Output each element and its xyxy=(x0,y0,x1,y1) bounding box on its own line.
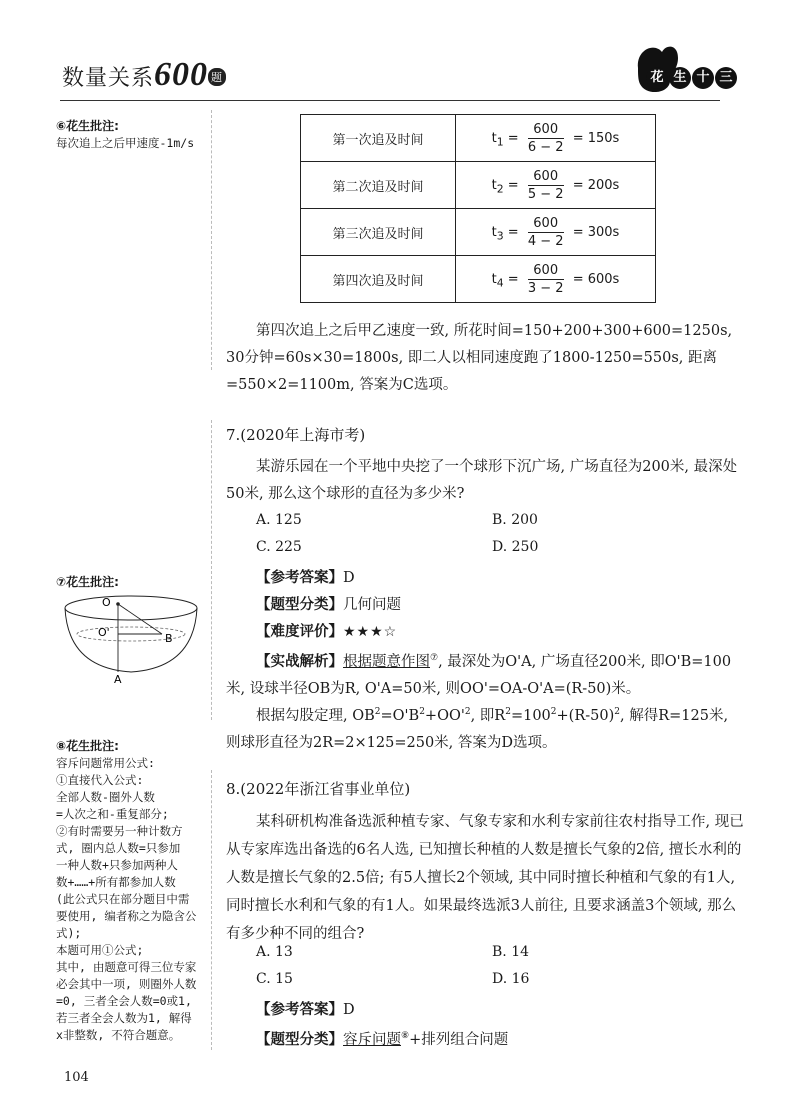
note-ref-7: ⑦ xyxy=(430,653,439,663)
q7-option-c: C. 225 xyxy=(256,539,302,555)
fraction-denominator: 5 − 2 xyxy=(527,186,564,202)
row-formula: $t_2$ = $\frac{600}{5 - 2}$ = 200s xyxy=(456,162,656,209)
table-row xyxy=(301,209,656,256)
analysis-tag: 【实战解析】 xyxy=(256,652,343,670)
logo-text xyxy=(646,66,738,89)
logo-char: 十 xyxy=(692,67,714,89)
fraction xyxy=(528,168,564,203)
formula-var: t xyxy=(491,130,497,146)
answer-value: D xyxy=(343,1002,355,1018)
type-tag: 【题型分类】 xyxy=(256,1030,343,1048)
q8-option-c: C. 15 xyxy=(256,971,293,987)
pyth-part: =100 xyxy=(510,707,551,724)
formula-result: = 200s xyxy=(572,177,620,193)
row-label: 第三次追及时间 xyxy=(301,209,456,256)
fraction-numerator: 600 xyxy=(528,168,564,186)
formula-sub: 1 xyxy=(496,135,504,149)
fraction-numerator: 600 xyxy=(528,121,564,139)
sup-2: 2 xyxy=(505,707,511,717)
formula-var: t xyxy=(491,224,497,240)
point-label-o: O xyxy=(102,596,111,609)
sphere-diagram xyxy=(56,592,206,684)
fraction-denominator: 4 − 2 xyxy=(527,233,564,249)
table-row xyxy=(301,256,656,303)
figure-reference: 根据题意作图 xyxy=(343,653,430,670)
note-text: 每次追上之后甲速度-1m/s xyxy=(56,136,195,150)
note-line: 本题可用①公式; xyxy=(56,943,144,957)
note-ref-8: ⑧ xyxy=(401,1031,410,1041)
page-number: 104 xyxy=(64,1070,89,1085)
pyth-part: +(R-50) xyxy=(556,707,615,724)
fraction-numerator: 600 xyxy=(528,215,564,233)
note-line: 要使用, 编者称之为隐含公 xyxy=(56,909,197,923)
question-8-number: 8.(2022年浙江省事业单位) xyxy=(226,780,411,798)
note-line: 式, 圈内总人数=只参加 xyxy=(56,841,181,855)
note-line: =0, 三者全会人数=0或1, xyxy=(56,994,192,1008)
note-heading: ⑥花生批注: xyxy=(56,119,119,133)
note-line: 容斥问题常用公式: xyxy=(56,756,155,770)
formula-result: = 150s xyxy=(572,130,620,146)
q8-type-line xyxy=(256,1023,746,1054)
sup-2: 2 xyxy=(464,707,471,717)
row-label: 第四次追及时间 xyxy=(301,256,456,303)
q7-option-a: A. 125 xyxy=(256,512,302,528)
q7-type-line xyxy=(256,591,746,619)
header-title xyxy=(62,56,226,94)
q8-option-a: A. 13 xyxy=(256,944,293,960)
note-line: 全部人数-圈外人数 xyxy=(56,790,155,804)
pyth-part: , 解得R=125米, 则球形直径为2R=2×125=250米, 答案为D选项。 xyxy=(226,707,729,751)
table-row xyxy=(301,115,656,162)
sidebar-note-8 xyxy=(56,738,216,1044)
sidebar-note-7 xyxy=(56,574,216,591)
pyth-part: =O'B xyxy=(380,707,420,724)
sup-2: 2 xyxy=(419,707,425,717)
difficulty-tag: 【难度评价】 xyxy=(256,623,343,640)
point-label-b: B xyxy=(165,632,173,645)
row-label: 第一次追及时间 xyxy=(301,115,456,162)
pyth-part: , 即R xyxy=(470,707,506,724)
type-value: 几何问题 xyxy=(343,597,401,613)
header-divider xyxy=(60,100,720,101)
note-line: 必会其中一项, 则圈外人数 xyxy=(56,977,197,991)
sup-2: 2 xyxy=(374,707,381,717)
analysis-text: , 最深处为O'A, 广场直径200米, 即O'B=100米, 设球半径OB为R, O'A=50米, 则OO'=OA-O'A=(R-50)米。 xyxy=(226,653,732,697)
sup-2: 2 xyxy=(614,707,620,717)
logo-char: 三 xyxy=(715,67,737,89)
fraction-denominator: 6 − 2 xyxy=(527,139,564,155)
note-line: x非整数, 不符合题意。 xyxy=(56,1028,181,1042)
note-line: 若三者全会人数为1, 解得 xyxy=(56,1011,192,1025)
point-label-o-prime: O' xyxy=(98,626,110,639)
q8-option-d: D. 16 xyxy=(492,971,530,987)
prev-solution-text: 第四次追上之后甲乙速度一致, 所花时间=150+200+300+600=1250s, 30分钟=60s×30=1800s, 即二人以相同速度跑了1800-1250=550s, 距离=550×2=1100m, 答案为C选项。 xyxy=(226,323,733,393)
answer-value: D xyxy=(343,570,355,586)
question-7-number: 7.(2020年上海市考) xyxy=(226,426,366,444)
note-line: ①直接代入公式: xyxy=(56,773,144,787)
pyth-part: +OO' xyxy=(424,707,465,724)
formula-var: t xyxy=(491,271,497,287)
row-formula: $t_1$ = $\frac{600}{6 - 2}$ = 150s xyxy=(456,115,656,162)
header-title-suffix: 题 xyxy=(208,68,226,86)
q7-difficulty-line xyxy=(256,618,746,646)
q7-option-d: D. 250 xyxy=(492,539,539,555)
formula-sub: 2 xyxy=(496,182,504,196)
note-line: =人次之和-重复部分; xyxy=(56,807,169,821)
fraction-numerator: 600 xyxy=(528,262,564,280)
note-line: ②有时需要另一种计数方 xyxy=(56,824,183,838)
note-line: 式); xyxy=(56,926,82,940)
formula-sub: 3 xyxy=(496,229,504,243)
fraction-denominator: 3 − 2 xyxy=(527,280,564,296)
q7-analysis xyxy=(226,645,746,703)
difficulty-stars: ★★★☆ xyxy=(343,624,398,640)
margin-divider xyxy=(211,420,212,720)
pyth-part: 根据勾股定理, OB xyxy=(256,707,375,724)
fraction xyxy=(528,121,564,156)
question-7-stem: 某游乐园在一个平地中央挖了一个球形下沉广场, 广场直径为200米, 最深处50米, 那么这个球形的直径为多少米? xyxy=(226,459,738,502)
note-line: 一种人数+只参加两种人 xyxy=(56,858,178,872)
logo-char: 花 xyxy=(646,67,668,89)
row-label: 第二次追及时间 xyxy=(301,162,456,209)
chase-time-table xyxy=(300,114,656,303)
type-tag: 【题型分类】 xyxy=(256,596,343,613)
table-row xyxy=(301,162,656,209)
q8-answer-line xyxy=(256,996,746,1024)
note-line: (此公式只在部分题目中需 xyxy=(56,892,190,906)
row-formula: $t_3$ = $\frac{600}{4 - 2}$ = 300s xyxy=(456,209,656,256)
answer-tag: 【参考答案】 xyxy=(256,569,343,586)
formula-sub: 4 xyxy=(496,276,504,290)
header-title-number: 600 xyxy=(154,56,209,93)
q7-answer-line xyxy=(256,564,746,592)
logo-char: 生 xyxy=(669,67,691,89)
point-label-a: A xyxy=(114,673,122,684)
fraction xyxy=(528,215,564,250)
formula-result: = 300s xyxy=(572,224,620,240)
note-heading: ⑧花生批注: xyxy=(56,739,119,753)
q7-pythagoras xyxy=(226,699,746,757)
q8-option-b: B. 14 xyxy=(492,944,530,960)
type-rest: +排列组合问题 xyxy=(409,1031,509,1048)
fraction xyxy=(528,262,564,297)
sup-2: 2 xyxy=(550,707,557,717)
question-8-stem: 某科研机构准备选派种植专家、气象专家和水利专家前往农村指导工作, 现已从专家库选出备选的6名人选, 已知擅长种植的人数是擅长气象的2倍, 擅长水利的人数是擅长气象的2.5倍; 有5人擅长2个领域, 其中同时擅长种植和气象的有1人, 同时擅长水利和气象的有1人。如果最终选派3人前往, 且要求涵盖3个领域, 那么有多少种不同的组合? xyxy=(226,814,744,942)
sidebar-note-6 xyxy=(56,118,216,152)
row-formula: $t_4$ = $\frac{600}{3 - 2}$ = 600s xyxy=(456,256,656,303)
note-line: 其中, 由题意可得三位专家 xyxy=(56,960,197,974)
q7-option-b: B. 200 xyxy=(492,512,538,528)
formula-result: = 600s xyxy=(572,271,620,287)
type-reference: 容斥问题 xyxy=(343,1031,401,1048)
formula-var: t xyxy=(491,177,497,193)
header-title-text: 数量关系 xyxy=(62,66,155,91)
answer-tag: 【参考答案】 xyxy=(256,1001,343,1018)
note-heading: ⑦花生批注: xyxy=(56,575,119,589)
note-lines xyxy=(56,755,216,1044)
note-line: 数+……+所有都参加人数 xyxy=(56,875,176,889)
